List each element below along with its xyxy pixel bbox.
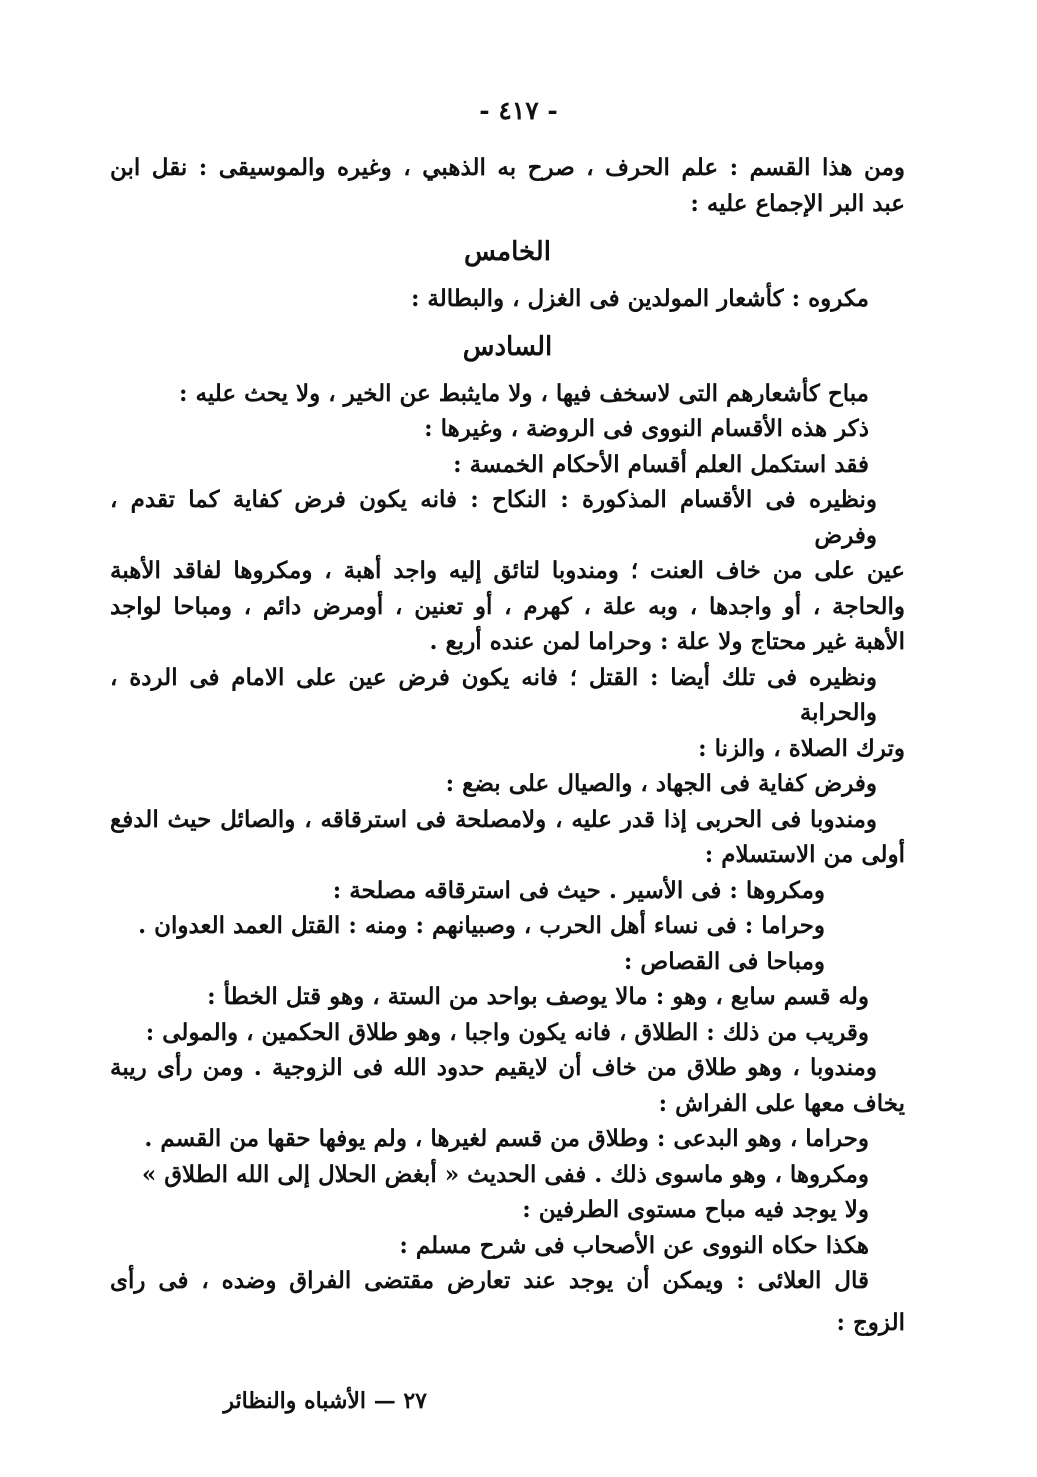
text-line: ومكروها : فى الأسير . حيث فى استرقاقه مصلحة : bbox=[332, 876, 825, 904]
text-line: ونظيره فى الأقسام المذكورة : النكاح : فانه يكون فرض كفاية كما تقدم ، وفرض bbox=[110, 486, 877, 549]
text-line: ولا يوجد فيه مباح مستوى الطرفين : bbox=[522, 1196, 869, 1223]
text-line: ونظيره فى تلك أيضا : القتل ؛ فانه يكون فرض عين على الامام فى الردة ، والحرابة bbox=[110, 663, 877, 726]
text-line: وترك الصلاة ، والزنا : bbox=[698, 734, 905, 762]
section-heading-sixth: السادس bbox=[462, 332, 553, 362]
text-line: الزوج : bbox=[836, 1308, 905, 1336]
text-line: يخاف معها على الفراش : bbox=[658, 1089, 905, 1117]
text-line: وفرض كفاية فى الجهاد ، والصيال على بضع : bbox=[445, 770, 877, 797]
text-line: هكذا حكاه النووى عن الأصحاب فى شرح مسلم : bbox=[399, 1231, 869, 1259]
text-line: والحاجة ، أو واجدها ، وبه علة ، كهرم ، أو تعنين ، أومرض دائم ، ومباحا لواجد bbox=[110, 592, 905, 620]
text-line: وله قسم سابع ، وهو : مالا يوصف بواحد من الستة ، وهو قتل الخطأ : bbox=[207, 983, 869, 1010]
text-line: ذكر هذه الأقسام النووى فى الروضة ، وغيرها : bbox=[424, 415, 869, 442]
text-line: مكروه : كأشعار المولدين فى الغزل ، والبطالة : bbox=[410, 284, 869, 312]
text-line: ومندوبا فى الحربى إذا قدر عليه ، ولامصلحة فى استرقاقه ، والصائل حيث الدفع bbox=[110, 805, 877, 833]
section-heading-fifth: الخامس bbox=[464, 237, 551, 267]
page-body bbox=[110, 150, 905, 1340]
text-line: الأهبة غير محتاج ولا علة : وحراما لمن عنده أربع . bbox=[429, 628, 905, 655]
text-line: ومندوبا ، وهو طلاق من خاف أن لايقيم حدود الله فى الزوجية . ومن رأى ريبة bbox=[110, 1054, 877, 1081]
text-line: مباح كأشعارهم التى لاسخف فيها ، ولا مايثبط عن الخير ، ولا يحث عليه : bbox=[179, 379, 869, 407]
text-line: وحراما : فى نساء أهل الحرب ، وصبيانهم : ومنه : القتل العمد العدوان . bbox=[138, 912, 825, 939]
text-line: قال العلائى : ويمكن أن يوجد عند تعارض مقتضى الفراق وضده ، فى رأى bbox=[110, 1267, 869, 1294]
text-line: عين على من خاف العنت ؛ ومندوبا لتائق إليه واجد أهبة ، ومكروها لفاقد الأهبة bbox=[110, 557, 905, 584]
text-line: وقريب من ذلك : الطلاق ، فانه يكون واجبا ، وهو طلاق الحكمين ، والمولى : bbox=[145, 1018, 869, 1046]
text-line: أولى من الاستسلام : bbox=[704, 841, 905, 868]
text-line: عبد البر الإجماع عليه : bbox=[690, 189, 905, 217]
text-line: ومكروها ، وهو ماسوى ذلك . ففى الحديث « أبغض الحلال إلى الله الطلاق » bbox=[141, 1160, 869, 1188]
page-footer: ٢٧ — الأشباه والنظائر bbox=[223, 1388, 427, 1414]
text-line: فقد استكمل العلم أقسام الأحكام الخمسة : bbox=[453, 450, 869, 478]
text-line: ومباحا فى القصاص : bbox=[623, 947, 825, 975]
page-number: - ٤١٧ - bbox=[479, 96, 558, 125]
text-line: ومن هذا القسم : علم الحرف ، صرح به الذهبي ، وغيره والموسيقى : نقل ابن bbox=[110, 154, 905, 181]
text-line: وحراما ، وهو البدعى : وطلاق من قسم لغيرها ، ولم يوفها حقها من القسم . bbox=[144, 1125, 869, 1152]
